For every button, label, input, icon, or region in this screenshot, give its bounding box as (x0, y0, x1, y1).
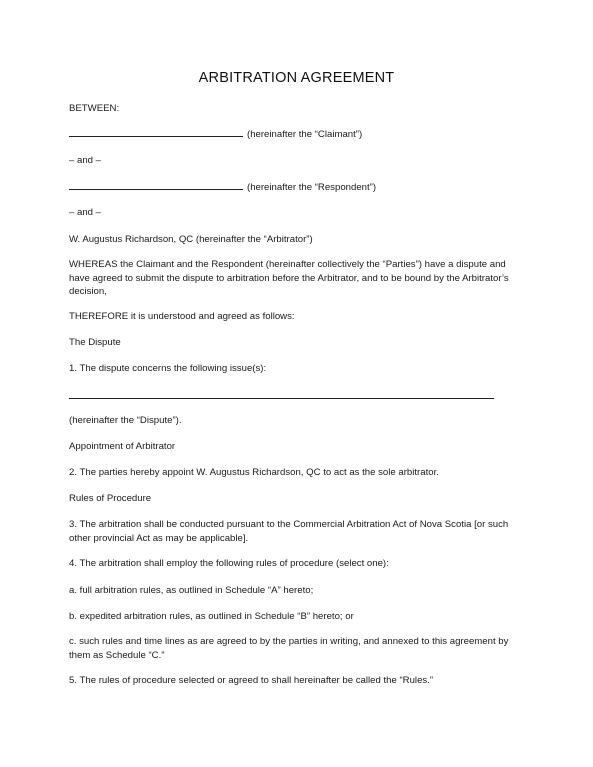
respondent-line (69, 180, 376, 195)
option-a: a. full arbitration rules, as outlined in Schedule “A” hereto; (69, 585, 314, 596)
heading-appointment: Appointment of Arbitrator (69, 441, 176, 452)
dispute-description-blank[interactable] (69, 398, 494, 399)
claimant-suffix: (hereinafter the “Claimant”) (247, 129, 363, 140)
option-c: c. such rules and time lines as are agreed to by the parties in writing, and annexed to this agreement by them as Schedule “C.” (69, 636, 509, 661)
dispute-suffix: (hereinafter the “Dispute”). (69, 415, 182, 426)
clause-1: 1. The dispute concerns the following issue(s): (69, 363, 267, 374)
therefore-paragraph: THEREFORE it is understood and agreed as follows: (69, 311, 295, 322)
respondent-suffix: (hereinafter the “Respondent”) (247, 182, 377, 193)
claimant-name-blank[interactable] (69, 127, 243, 137)
whereas-paragraph: WHEREAS the Claimant and the Respondent (hereinafter collectively the “Parties”) have a dispute and have agreed to submit the dispute to arbitration before the Arbitrator, and to be bound by the Arbitrator’s decision, (69, 259, 509, 297)
and-separator-1: – and – (69, 155, 102, 166)
option-b: b. expedited arbitration rules, as outlined in Schedule “B” hereto; or (69, 611, 354, 622)
document-title: ARBITRATION AGREEMENT (198, 70, 395, 86)
clause-5: 5. The rules of procedure selected or agreed to shall hereinafter be called the “Rules.” (69, 675, 434, 686)
heading-rules: Rules of Procedure (69, 493, 152, 504)
between-label: BETWEEN: (69, 103, 120, 114)
clause-2: 2. The parties hereby appoint W. Augustus Richardson, QC to act as the sole arbitrator. (69, 467, 439, 478)
claimant-line (69, 127, 362, 142)
and-separator-2: – and – (69, 207, 102, 218)
respondent-name-blank[interactable] (69, 180, 243, 190)
heading-dispute: The Dispute (69, 337, 121, 348)
arbitrator-line: W. Augustus Richardson, QC (hereinafter the “Arbitrator”) (69, 234, 313, 245)
clause-4: 4. The arbitration shall employ the following rules of procedure (select one): (69, 558, 389, 569)
clause-3: 3. The arbitration shall be conducted pursuant to the Commercial Arbitration Act of Nova Scotia [or such other provincial Act as may be applicable]. (69, 519, 509, 544)
